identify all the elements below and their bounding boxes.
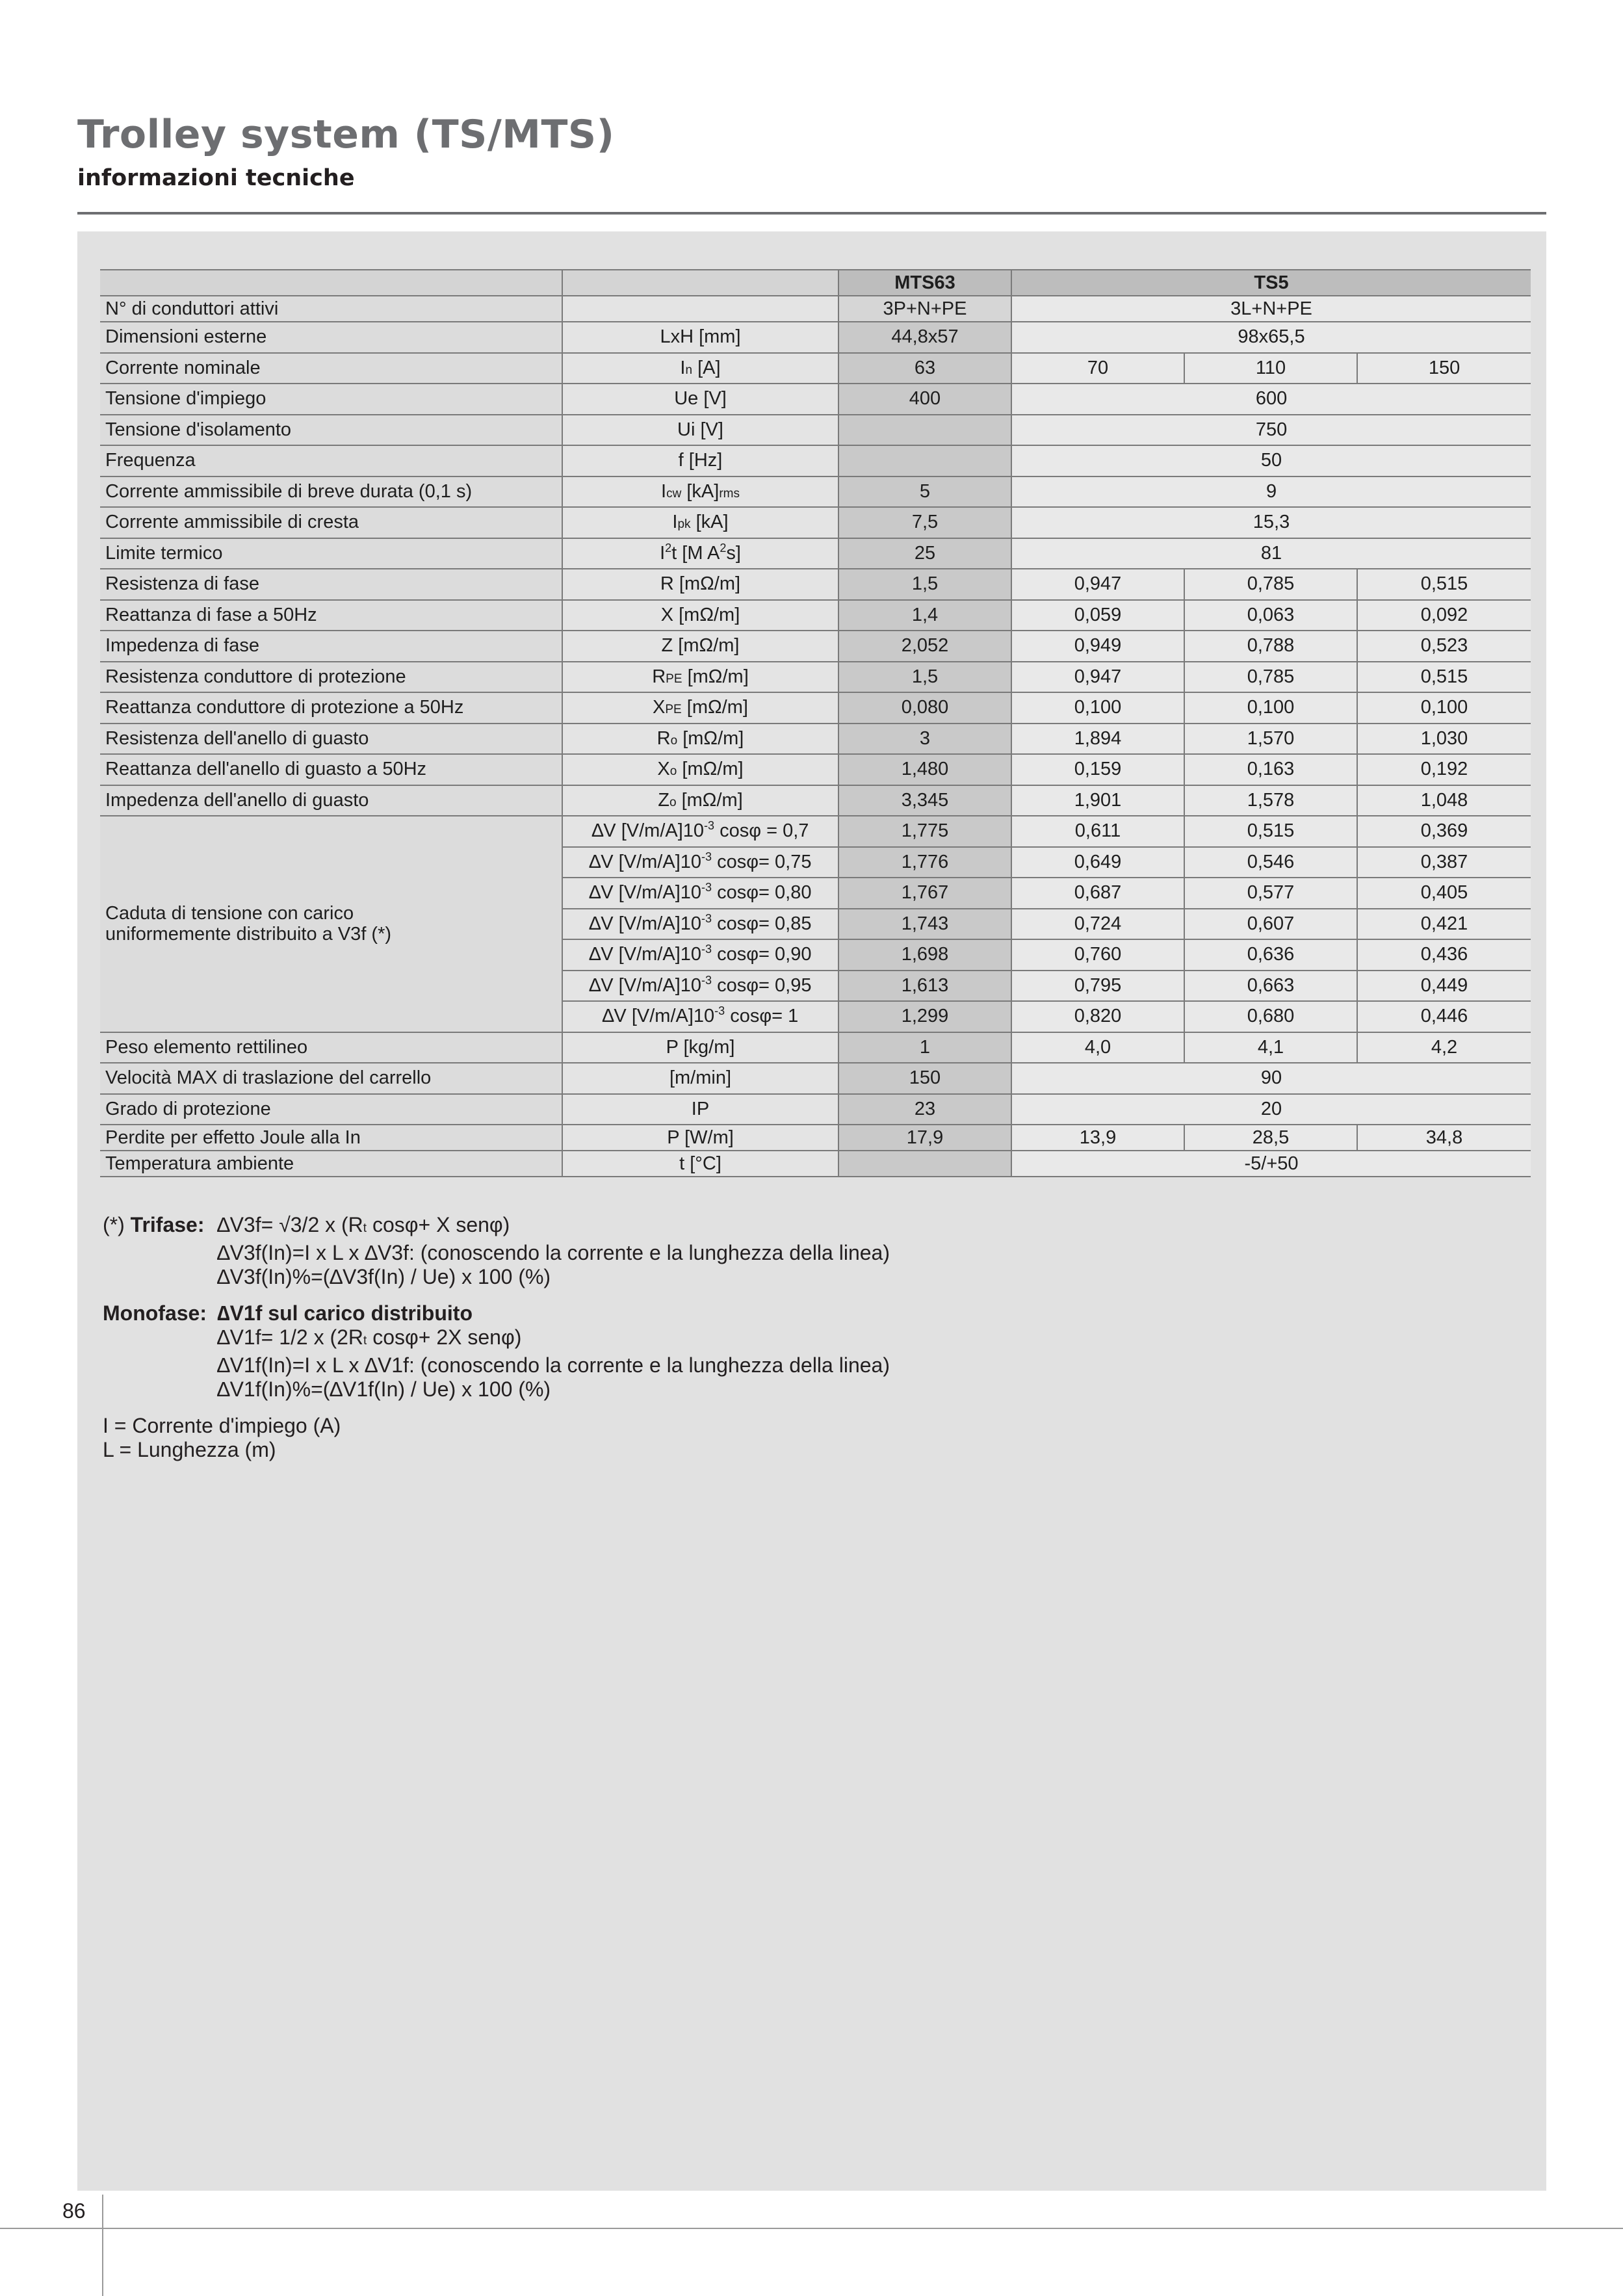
row-label: Peso elemento rettilineo [100,1032,562,1063]
table-row [100,538,1531,569]
ts-value-150a: 0,449 [1357,971,1531,1002]
ts-value-150a: 0,421 [1357,909,1531,940]
ts-value: 750 [1011,415,1531,446]
page-subtitle: informazioni tecniche [77,165,355,191]
table-row [100,785,1531,816]
ts-value: 50 [1011,445,1531,476]
ts-value-150a: 150 [1357,353,1531,384]
table-row [100,1094,1531,1125]
note-label [103,1325,217,1353]
row-unit [562,754,838,785]
monofase-label: Monofase: [103,1301,207,1325]
ts-value-150a: 1,030 [1357,724,1531,755]
row-label: Reattanza conduttore di protezione a 50Hz [100,692,562,724]
unit-part: cosφ= 0,95 [712,974,812,996]
formula-part: cosφ+ 2X senφ) [367,1325,522,1349]
row-label: Impedenza dell'anello di guasto [100,785,562,816]
mts-value: 1,5 [838,662,1011,693]
note-text: ∆V3f(In)%=(∆V3f(In) / Ue) x 100 (%) [217,1265,551,1288]
row-unit [562,847,838,878]
unit-part: cosφ = 0,7 [714,820,809,842]
unit-part: cosφ= 0,75 [712,851,812,872]
unit-part: t [M A [671,542,720,564]
ts-value-70a: 70 [1011,353,1184,384]
row-unit [562,724,838,755]
table-row [100,1063,1531,1094]
ts-value-70a: 0,611 [1011,816,1184,847]
table-row [100,1032,1531,1063]
row-unit: t [°C] [562,1151,838,1177]
monofase-heading: ∆V1f sul carico distribuito [217,1301,473,1325]
row-unit [562,816,838,847]
ts-value-110a: 110 [1184,353,1357,384]
row-label: Temperatura ambiente [100,1151,562,1177]
row-label: Impedenza di fase [100,631,562,662]
unit-subscript: PE [665,703,682,717]
unit-part: I [672,512,678,533]
unit-subscript: o [669,795,677,809]
unit-superscript: -3 [701,973,712,987]
trifase-label: Trifase: [130,1213,205,1236]
table-row [100,754,1531,785]
mts-value: 1,775 [838,816,1011,847]
mts-value: 2,052 [838,631,1011,662]
row-label: Limite termico [100,538,562,569]
spec-table [100,269,1531,1177]
table-row [100,353,1531,384]
ts-value-150a: 0,387 [1357,847,1531,878]
ts-value-70a: 1,901 [1011,785,1184,816]
header-blank [562,270,838,296]
formula-part: ∆V1f= 1/2 x (2R [217,1325,364,1349]
row-label: Velocità MAX di traslazione del carrello [100,1063,562,1094]
formula-part: cosφ+ X senφ) [367,1213,510,1236]
row-unit: X [mΩ/m] [562,600,838,631]
ts-value-70a: 0,947 [1011,662,1184,693]
ts-value: -5/+50 [1011,1151,1531,1177]
row-label: Tensione d'isolamento [100,415,562,446]
unit-part: I [680,357,686,378]
unit-subscript: n [685,363,693,377]
ts-value-150a: 0,092 [1357,600,1531,631]
formula-part: ∆V3f= √3/2 x (R [217,1213,363,1236]
row-unit [562,507,838,538]
unit-subscript: o [670,733,678,748]
table-row [100,296,1531,322]
table-row [100,476,1531,508]
row-label: Grado di protezione [100,1094,562,1125]
mts-value: 44,8x57 [838,322,1011,353]
mts-value: 1,480 [838,754,1011,785]
row-label: Reattanza dell'anello di guasto a 50Hz [100,754,562,785]
note-line [103,1265,890,1290]
note-label [103,1241,217,1266]
row-unit: IP [562,1094,838,1125]
row-label: Dimensioni esterne [100,322,562,353]
table-row [100,724,1531,755]
definition-length: L = Lunghezza (m) [103,1438,276,1461]
header-blank [100,270,562,296]
ts-value-70a: 0,687 [1011,878,1184,909]
row-unit [562,692,838,724]
table-row [100,1125,1531,1151]
ts-value-110a: 0,788 [1184,631,1357,662]
mts-value: 400 [838,384,1011,415]
ts-value: 90 [1011,1063,1531,1094]
unit-subscript: cw [666,486,682,501]
ts-value-70a: 0,795 [1011,971,1184,1002]
ts-value-70a: 0,100 [1011,692,1184,724]
unit-superscript: 2 [665,541,672,554]
ts-value-150a: 1,048 [1357,785,1531,816]
row-unit [562,939,838,971]
voltage-drop-label [100,816,562,1032]
row-label: Corrente nominale [100,353,562,384]
unit-part: [A] [692,357,721,378]
note-label [103,1301,217,1326]
row-unit [562,909,838,940]
ts-value-70a: 0,947 [1011,569,1184,600]
ts-value-150a: 0,405 [1357,878,1531,909]
mts-value: 3 [838,724,1011,755]
note-text: ∆V1f(In)=I x L x ∆V1f: (conoscendo la corrente e la lunghezza della linea) [217,1353,890,1377]
ts-value-110a: 0,785 [1184,662,1357,693]
ts-value-150a: 0,446 [1357,1001,1531,1032]
note-gap [103,1290,890,1301]
header-rule [77,212,1546,215]
unit-subscript: rms [719,486,740,501]
unit-superscript: -3 [701,911,712,925]
definition-current: I = Corrente d'impiego (A) [103,1413,341,1437]
unit-part: ∆V [V/m/A]10 [602,1006,715,1027]
ts-value: 9 [1011,476,1531,508]
table-row [100,507,1531,538]
mts-value [838,415,1011,446]
mts-value: 23 [838,1094,1011,1125]
ts-value-150a: 0,436 [1357,939,1531,971]
ts-value: 98x65,5 [1011,322,1531,353]
unit-superscript: -3 [701,943,712,956]
mts-value: 1,743 [838,909,1011,940]
table-row [100,692,1531,724]
unit-part: Z [658,789,669,811]
unit-part: [kA] [681,480,720,502]
mts-value: 25 [838,538,1011,569]
row-label: Resistenza dell'anello di guasto [100,724,562,755]
row-label: Reattanza di fase a 50Hz [100,600,562,631]
row-unit: f [Hz] [562,445,838,476]
row-unit: P [kg/m] [562,1032,838,1063]
row-unit [562,538,838,569]
row-unit [562,785,838,816]
note-line [103,1325,890,1353]
note-label [103,1265,217,1290]
unit-superscript: -3 [701,881,712,894]
mts-value: 1,698 [838,939,1011,971]
note-line [103,1241,890,1266]
row-unit: P [W/m] [562,1125,838,1151]
mts-value: 1,613 [838,971,1011,1002]
ts-value-70a: 13,9 [1011,1125,1184,1151]
row-label: Tensione d'impiego [100,384,562,415]
ts-value-110a: 0,100 [1184,692,1357,724]
row-label: Resistenza di fase [100,569,562,600]
note-prefix: (*) [103,1213,131,1236]
mts-value [838,445,1011,476]
unit-part: R [656,727,671,749]
unit-part: [mΩ/m] [676,789,743,811]
header-mts63: MTS63 [838,270,1011,296]
note-line [103,1213,890,1241]
ts-value-110a: 0,577 [1184,878,1357,909]
ts-value-110a: 0,063 [1184,600,1357,631]
ts-value-70a: 0,059 [1011,600,1184,631]
table-row [100,631,1531,662]
ts-value-110a: 0,663 [1184,971,1357,1002]
mts-value: 3P+N+PE [838,296,1011,322]
ts-value-70a: 0,724 [1011,909,1184,940]
ts-value-150a: 0,523 [1357,631,1531,662]
ts-value-110a: 1,570 [1184,724,1357,755]
unit-part: [mΩ/m] [681,697,748,718]
table-row [100,415,1531,446]
unit-superscript: -3 [701,850,712,863]
ts-value: 3L+N+PE [1011,296,1531,322]
unit-part: [kA] [690,512,729,533]
table-row [100,600,1531,631]
row-unit [562,476,838,508]
unit-part: I [660,542,666,564]
table-row [100,384,1531,415]
mts-value: 1,299 [838,1001,1011,1032]
row-label: Resistenza conduttore di protezione [100,662,562,693]
page-number: 86 [62,2199,86,2223]
row-unit: LxH [mm] [562,322,838,353]
mts-value: 1,4 [838,600,1011,631]
unit-superscript: -3 [714,1004,725,1018]
mts-value: 1,5 [838,569,1011,600]
ts-value-70a: 1,894 [1011,724,1184,755]
unit-part: ∆V [V/m/A]10 [589,851,702,872]
unit-subscript: PE [666,672,682,686]
row-unit [562,1001,838,1032]
table-row [100,662,1531,693]
row-unit: [m/min] [562,1063,838,1094]
ts-value-110a: 0,163 [1184,754,1357,785]
ts-value-150a: 0,100 [1357,692,1531,724]
unit-part: cosφ= 0,90 [712,944,812,965]
ts-value: 81 [1011,538,1531,569]
ts-value-110a: 0,607 [1184,909,1357,940]
ts-value-150a: 0,515 [1357,662,1531,693]
row-label: Corrente ammissibile di cresta [100,507,562,538]
note-text [217,1325,521,1353]
unit-superscript: 2 [720,541,727,554]
unit-part: [mΩ/m] [677,727,744,749]
ts-value-70a: 0,949 [1011,631,1184,662]
unit-part: cosφ= 1 [725,1006,799,1027]
note-label [103,1377,217,1402]
ts-value-150a: 0,192 [1357,754,1531,785]
ts-value-110a: 0,785 [1184,569,1357,600]
row-label: Corrente ammissibile di breve durata (0,1 s) [100,476,562,508]
mts-value: 1,767 [838,878,1011,909]
ts-value-70a: 4,0 [1011,1032,1184,1063]
table-row [100,569,1531,600]
row-label: Frequenza [100,445,562,476]
table-row [100,1151,1531,1177]
unit-part: [mΩ/m] [682,666,749,687]
ts-value-150a: 4,2 [1357,1032,1531,1063]
unit-part: ∆V [V/m/A]10 [589,944,702,965]
row-unit: Ue [V] [562,384,838,415]
mts-value: 7,5 [838,507,1011,538]
row-label: Perdite per effetto Joule alla In [100,1125,562,1151]
unit-part: cosφ= 0,80 [712,882,812,904]
row-unit: Z [mΩ/m] [562,631,838,662]
unit-part: R [652,666,666,687]
table-header-row [100,270,1531,296]
formula-subscript: t [363,1221,367,1235]
ts-value-110a: 0,515 [1184,816,1357,847]
formula-notes [103,1213,890,1463]
footer-rule [0,2228,1623,2229]
ts-value-70a: 0,649 [1011,847,1184,878]
footer-divider [102,2195,103,2296]
ts-value-70a: 0,760 [1011,939,1184,971]
unit-part: cosφ= 0,85 [712,913,812,934]
table-row [100,322,1531,353]
ts-value: 600 [1011,384,1531,415]
note-gap [103,1402,890,1414]
ts-value: 20 [1011,1094,1531,1125]
mts-value: 1 [838,1032,1011,1063]
row-unit [562,878,838,909]
unit-subscript: o [669,764,677,779]
row-unit [562,353,838,384]
unit-part: ∆V [V/m/A]10 [591,820,705,842]
note-text: ∆V1f(In)%=(∆V1f(In) / Ue) x 100 (%) [217,1377,551,1401]
ts-value-110a: 1,578 [1184,785,1357,816]
unit-part: X [657,759,670,780]
formula-subscript: t [363,1334,367,1348]
ts-value-150a: 34,8 [1357,1125,1531,1151]
row-unit [562,971,838,1002]
ts-value-70a: 0,820 [1011,1001,1184,1032]
note-text: ∆V3f(In)=I x L x ∆V3f: (conoscendo la corrente e la lunghezza della linea) [217,1240,890,1264]
unit-superscript: -3 [704,819,715,833]
ts-value-110a: 0,636 [1184,939,1357,971]
mts-value: 150 [838,1063,1011,1094]
ts-value-110a: 28,5 [1184,1125,1357,1151]
table-row [100,445,1531,476]
unit-part: ∆V [V/m/A]10 [589,974,702,996]
row-unit: R [mΩ/m] [562,569,838,600]
mts-value: 5 [838,476,1011,508]
unit-part: ∆V [V/m/A]10 [589,913,702,934]
note-line [103,1353,890,1378]
note-label [103,1213,217,1241]
mts-value: 0,080 [838,692,1011,724]
unit-part: [mΩ/m] [677,759,744,780]
ts-value-150a: 0,369 [1357,816,1531,847]
voltage-drop-label-line: Caduta di tensione con carico [105,903,354,924]
ts-value: 15,3 [1011,507,1531,538]
row-unit [562,662,838,693]
table-row [100,816,1531,847]
mts-value: 17,9 [838,1125,1011,1151]
note-line [103,1377,890,1402]
unit-subscript: pk [677,517,691,532]
ts-value-150a: 0,515 [1357,569,1531,600]
unit-part: ∆V [V/m/A]10 [589,882,702,904]
unit-part: I [661,480,667,502]
ts-value-110a: 0,546 [1184,847,1357,878]
note-label [103,1353,217,1378]
note-text [217,1301,473,1326]
voltage-drop-label-line: uniformemente distribuito a V3f (*) [105,924,392,945]
page-title: Trolley system (TS/MTS) [77,112,615,157]
note-text [217,1213,510,1241]
unit-part: X [653,697,666,718]
row-label: N° di conduttori attivi [100,296,562,322]
mts-value: 3,345 [838,785,1011,816]
note-line [103,1301,890,1326]
ts-value-110a: 4,1 [1184,1032,1357,1063]
mts-value: 63 [838,353,1011,384]
ts-value-110a: 0,680 [1184,1001,1357,1032]
mts-value [838,1151,1011,1177]
row-unit [562,296,838,322]
unit-part: s] [726,542,741,564]
row-unit: Ui [V] [562,415,838,446]
ts-value-70a: 0,159 [1011,754,1184,785]
mts-value: 1,776 [838,847,1011,878]
header-ts5: TS5 [1011,270,1531,296]
